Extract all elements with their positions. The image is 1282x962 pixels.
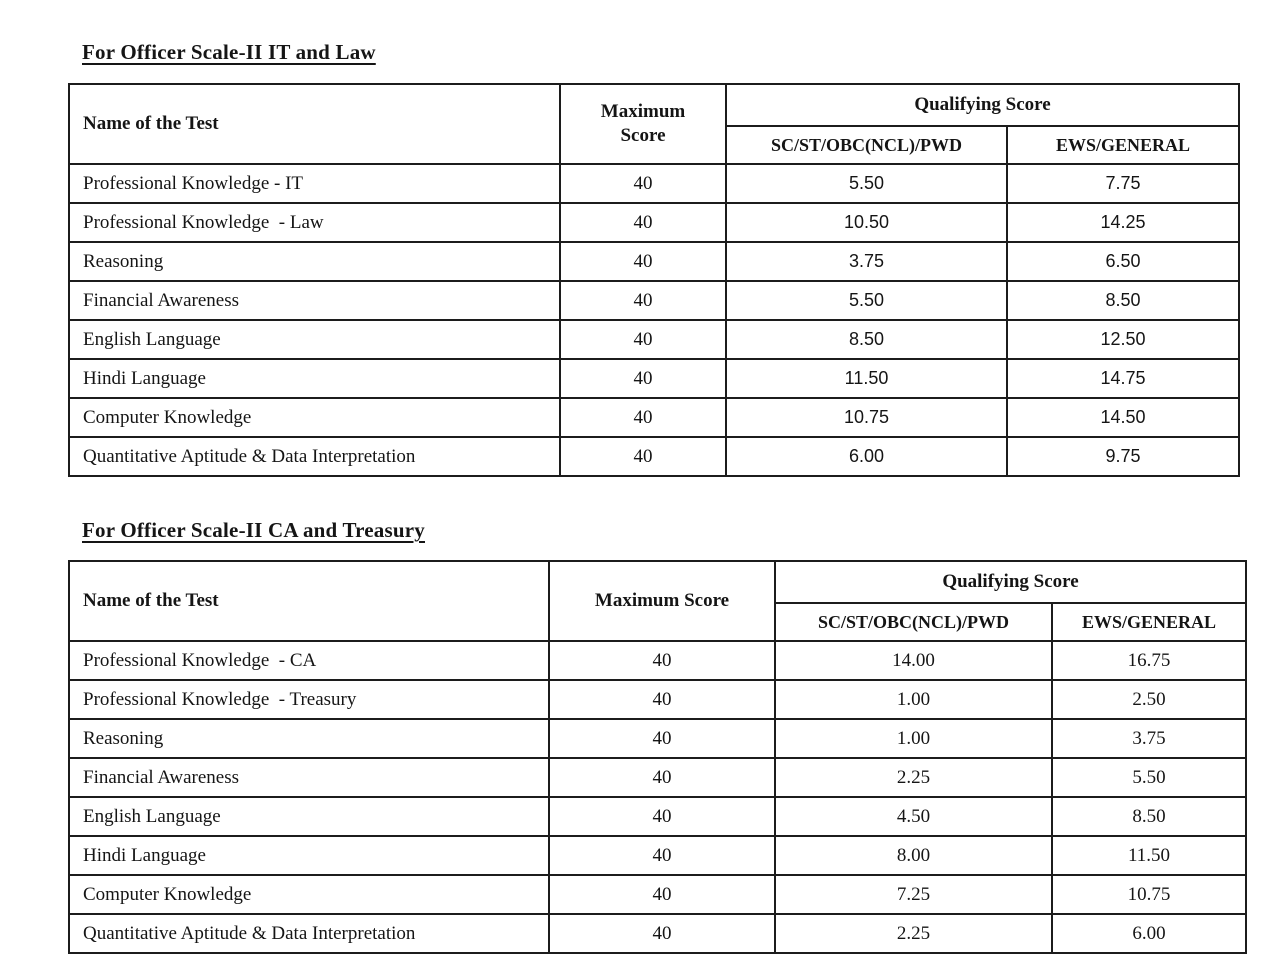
table-row — [69, 758, 1246, 797]
table-row — [69, 281, 1239, 320]
table-row — [69, 836, 1246, 875]
table-header-row-top — [69, 84, 1239, 126]
max-score-cell: 40 — [549, 875, 775, 914]
max-score-cell: 40 — [549, 914, 775, 953]
max-score-cell: 40 — [549, 719, 775, 758]
ews-general-score-cell: 12.50 — [1007, 320, 1239, 359]
max-score-cell: 40 — [560, 320, 726, 359]
sc-st-obc-pwd-score-cell: 5.50 — [726, 164, 1007, 203]
ews-general-score-cell: 7.75 — [1007, 164, 1239, 203]
table-row — [69, 680, 1246, 719]
ews-general-score-cell: 2.50 — [1052, 680, 1246, 719]
table-row — [69, 875, 1246, 914]
test-name-cell: English Language — [69, 797, 549, 836]
table-row — [69, 797, 1246, 836]
max-score-cell: 40 — [560, 164, 726, 203]
test-name-cell: Computer Knowledge — [69, 875, 549, 914]
ews-general-score-cell: 14.25 — [1007, 203, 1239, 242]
table-row — [69, 437, 1239, 476]
sc-st-obc-pwd-score-cell: 10.50 — [726, 203, 1007, 242]
max-score-cell: 40 — [549, 797, 775, 836]
sc-st-obc-pwd-score-cell: 8.00 — [775, 836, 1052, 875]
ews-general-score-cell: 10.75 — [1052, 875, 1246, 914]
ews-general-score-cell: 9.75 — [1007, 437, 1239, 476]
test-name-cell: Reasoning — [69, 719, 549, 758]
test-name-cell: Reasoning — [69, 242, 560, 281]
sc-st-obc-pwd-score-cell: 10.75 — [726, 398, 1007, 437]
sc-st-obc-pwd-score-cell: 3.75 — [726, 242, 1007, 281]
test-name-cell: English Language — [69, 320, 560, 359]
ews-general-score-cell: 6.50 — [1007, 242, 1239, 281]
col-header-qualifying-score: Qualifying Score — [726, 84, 1239, 126]
table-row — [69, 164, 1239, 203]
max-score-cell: 40 — [560, 359, 726, 398]
sc-st-obc-pwd-score-cell: 6.00 — [726, 437, 1007, 476]
max-score-cell: 40 — [549, 758, 775, 797]
sc-st-obc-pwd-score-cell: 5.50 — [726, 281, 1007, 320]
sc-st-obc-pwd-score-cell: 2.25 — [775, 758, 1052, 797]
col-header-ews-general: EWS/GENERAL — [1052, 603, 1246, 641]
ews-general-score-cell: 14.75 — [1007, 359, 1239, 398]
max-score-cell: 40 — [560, 242, 726, 281]
sc-st-obc-pwd-score-cell: 14.00 — [775, 641, 1052, 680]
test-name-cell: Hindi Language — [69, 836, 549, 875]
table-row — [69, 242, 1239, 281]
table-row — [69, 641, 1246, 680]
sc-st-obc-pwd-score-cell: 2.25 — [775, 914, 1052, 953]
test-name-cell: Financial Awareness — [69, 758, 549, 797]
ews-general-score-cell: 3.75 — [1052, 719, 1246, 758]
ews-general-score-cell: 5.50 — [1052, 758, 1246, 797]
test-name-cell: Hindi Language — [69, 359, 560, 398]
col-header-max-score: Maximum Score — [549, 561, 775, 641]
ews-general-score-cell: 16.75 — [1052, 641, 1246, 680]
test-name-cell: Computer Knowledge — [69, 398, 560, 437]
max-score-cell: 40 — [560, 203, 726, 242]
table-row — [69, 320, 1239, 359]
sc-st-obc-pwd-score-cell: 7.25 — [775, 875, 1052, 914]
max-score-cell: 40 — [549, 836, 775, 875]
table-row — [69, 203, 1239, 242]
ews-general-score-cell: 8.50 — [1052, 797, 1246, 836]
sc-st-obc-pwd-score-cell: 11.50 — [726, 359, 1007, 398]
col-header-qualifying-score: Qualifying Score — [775, 561, 1246, 603]
col-header-test-name: Name of the Test — [69, 561, 549, 641]
max-score-cell: 40 — [560, 281, 726, 320]
scores-table-ca-treasury — [68, 560, 1247, 954]
sc-st-obc-pwd-score-cell: 4.50 — [775, 797, 1052, 836]
table-row — [69, 359, 1239, 398]
section-heading-ca-treasury: For Officer Scale-II CA and Treasury — [82, 518, 425, 542]
max-score-cell: 40 — [549, 641, 775, 680]
col-header-max-score — [560, 84, 726, 164]
test-name-cell: Professional Knowledge - CA — [69, 641, 549, 680]
section-heading-it-law: For Officer Scale-II IT and Law — [82, 40, 376, 64]
ews-general-score-cell: 11.50 — [1052, 836, 1246, 875]
test-name-cell: Professional Knowledge - Law — [69, 203, 560, 242]
test-name-cell: Professional Knowledge - IT — [69, 164, 560, 203]
col-header-ews-general: EWS/GENERAL — [1007, 126, 1239, 164]
sc-st-obc-pwd-score-cell: 8.50 — [726, 320, 1007, 359]
test-name-cell: Quantitative Aptitude & Data Interpretation — [69, 914, 549, 953]
table-row — [69, 719, 1246, 758]
table-row — [69, 914, 1246, 953]
sc-st-obc-pwd-score-cell: 1.00 — [775, 680, 1052, 719]
max-score-cell: 40 — [560, 398, 726, 437]
col-header-max-score-label: Maximum Score — [600, 101, 686, 146]
ews-general-score-cell: 14.50 — [1007, 398, 1239, 437]
test-name-cell: Financial Awareness — [69, 281, 560, 320]
col-header-test-name: Name of the Test — [69, 84, 560, 164]
table-row — [69, 398, 1239, 437]
sc-st-obc-pwd-score-cell: 1.00 — [775, 719, 1052, 758]
col-header-sc-st-obc-pwd: SC/ST/OBC(NCL)/PWD — [726, 126, 1007, 164]
ews-general-score-cell: 8.50 — [1007, 281, 1239, 320]
max-score-cell: 40 — [549, 680, 775, 719]
ews-general-score-cell: 6.00 — [1052, 914, 1246, 953]
col-header-sc-st-obc-pwd: SC/ST/OBC(NCL)/PWD — [775, 603, 1052, 641]
table-header-row-top — [69, 561, 1246, 603]
test-name-cell: Professional Knowledge - Treasury — [69, 680, 549, 719]
scores-table-it-law — [68, 83, 1240, 477]
max-score-cell: 40 — [560, 437, 726, 476]
test-name-cell: Quantitative Aptitude & Data Interpretation — [69, 437, 560, 476]
